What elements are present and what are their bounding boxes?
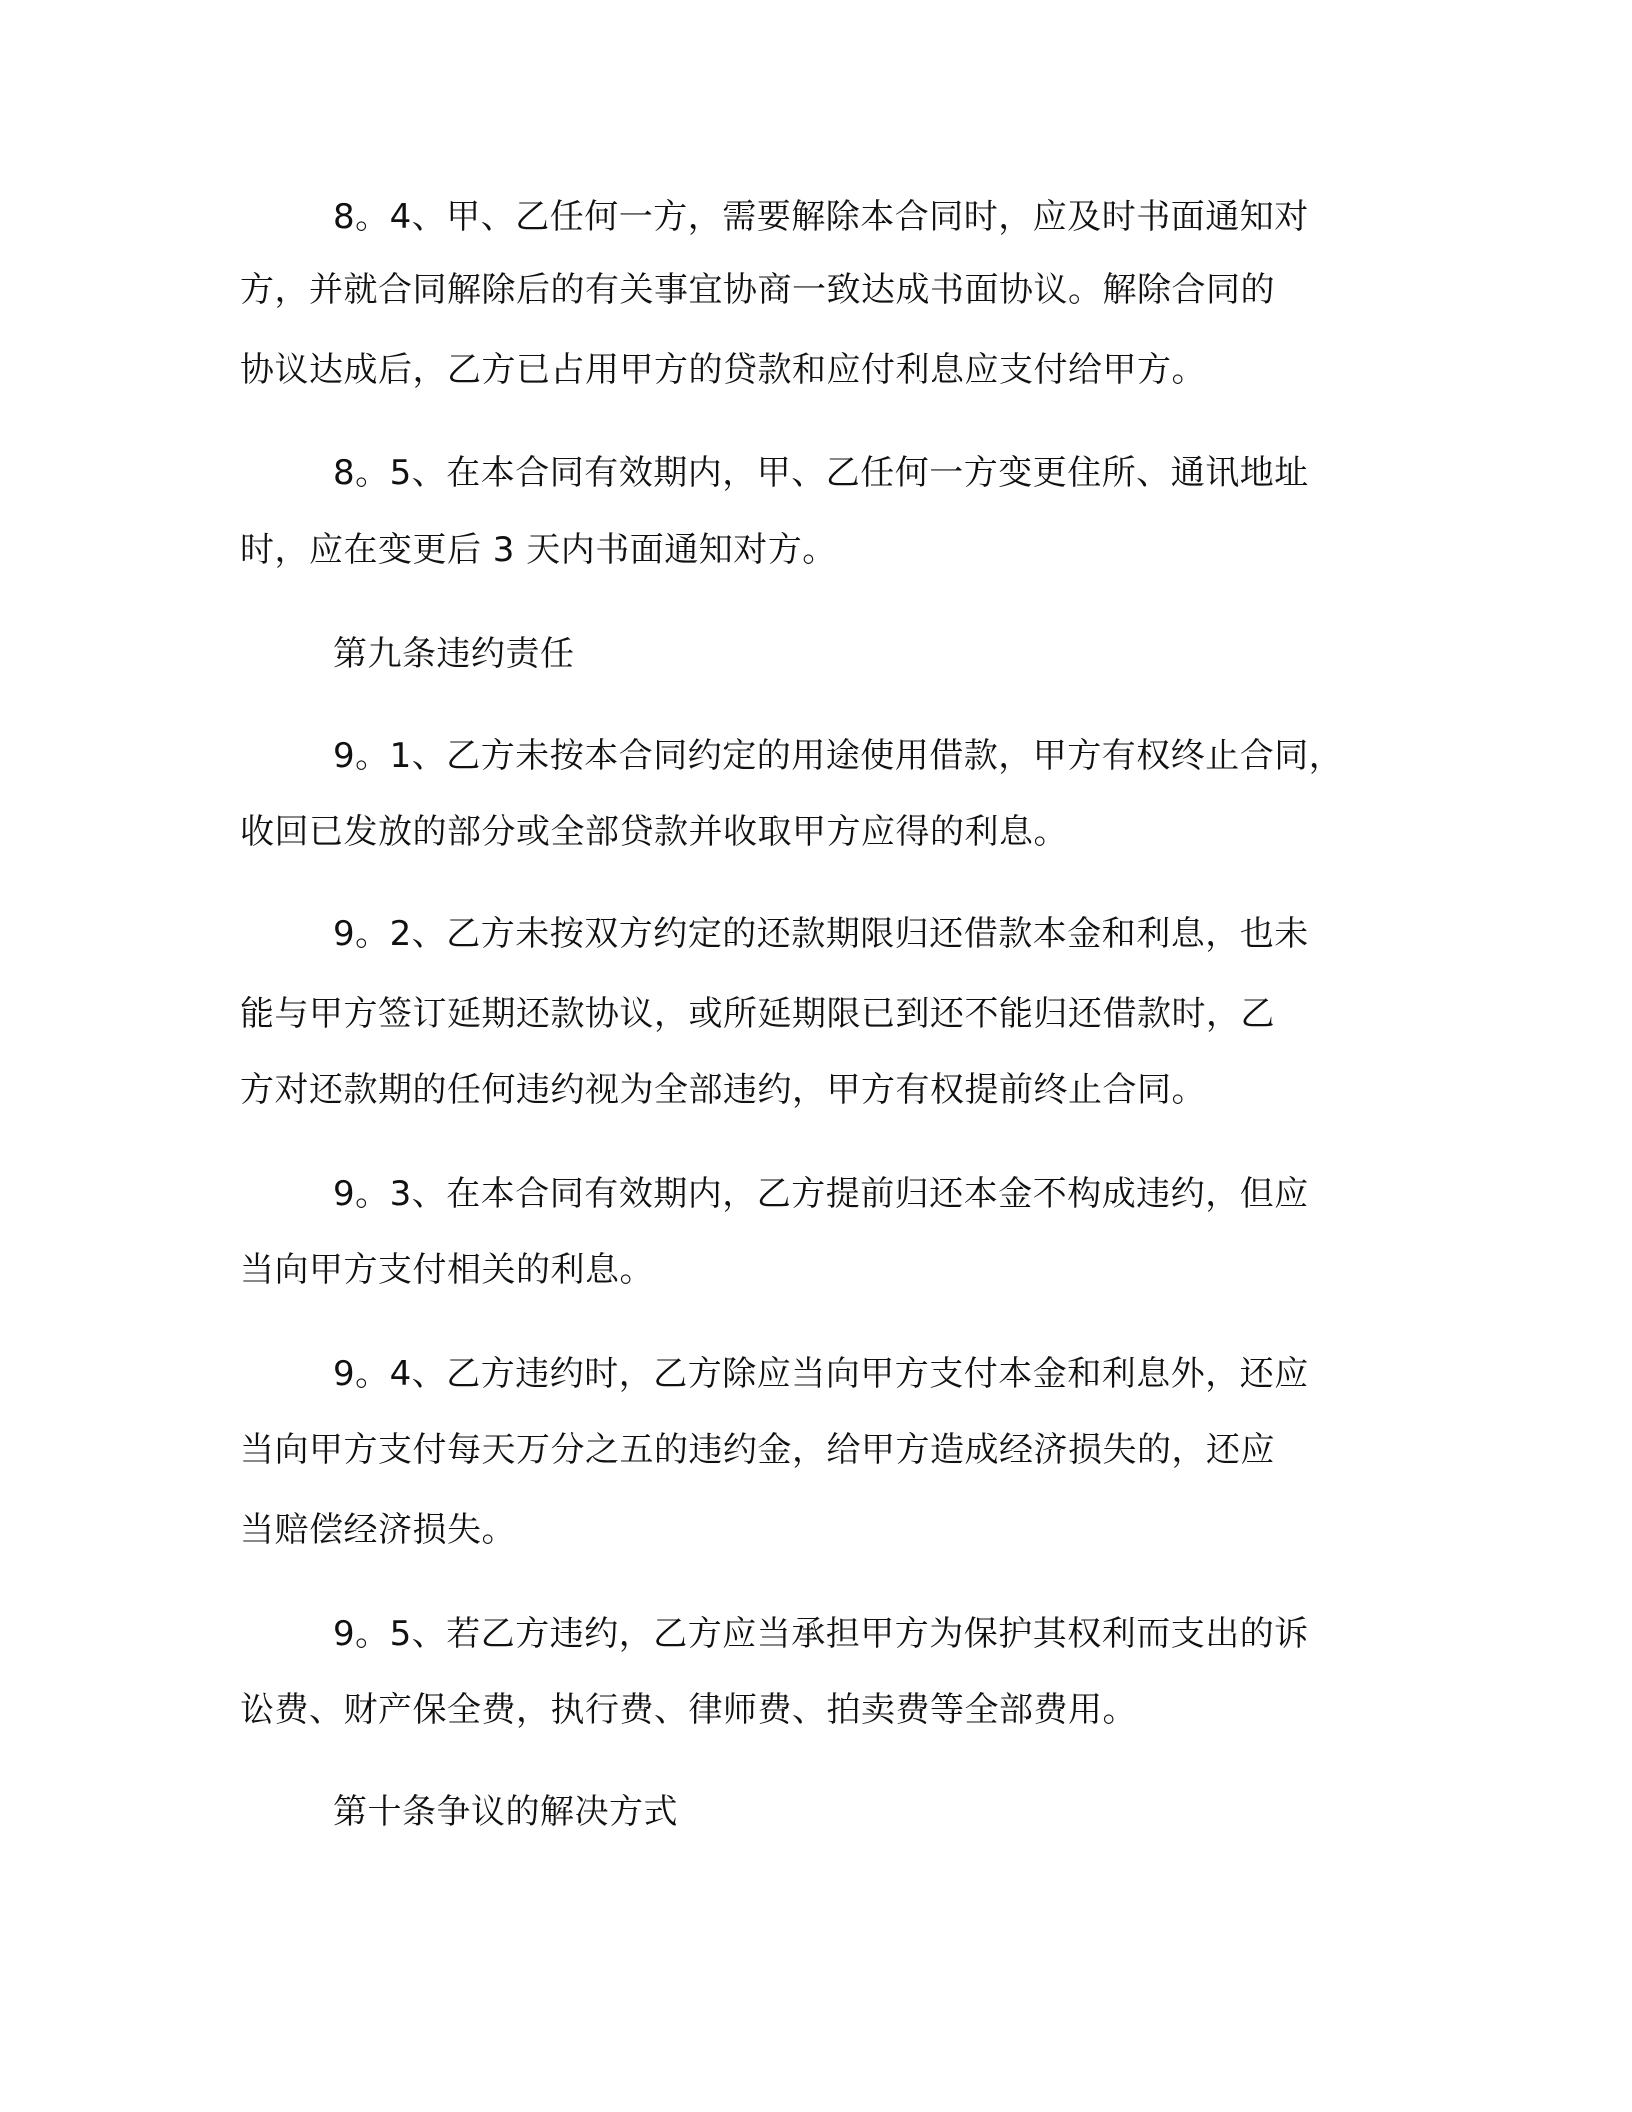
clause-9-1-line-1: 9。1、乙方未按本合同约定的用途使用借款，甲方有权终止合同， <box>333 736 1344 776</box>
clause-9-4-line-2: 当向甲方支付每天万分之五的违约金，给甲方造成经济损失的，还应 <box>240 1430 1275 1470</box>
clause-8-4-line-2: 方，并就合同解除后的有关事宜协商一致达成书面协议。解除合同的 <box>240 270 1275 310</box>
clause-9-2-line-3: 方对还款期的任何违约视为全部违约，甲方有权提前终止合同。 <box>240 1070 1206 1110</box>
clause-8-4-line-3: 协议达成后，乙方已占用甲方的贷款和应付利息应支付给甲方。 <box>240 350 1206 390</box>
clause-9-4-line-3: 当赔偿经济损失。 <box>240 1510 516 1550</box>
clause-9-3-line-1: 9。3、在本合同有效期内，乙方提前归还本金不构成违约，但应 <box>333 1174 1309 1214</box>
clause-8-4-line-1: 8。4、甲、乙任何一方，需要解除本合同时，应及时书面通知对 <box>333 197 1309 237</box>
clause-9-1-line-2: 收回已发放的部分或全部贷款并收取甲方应得的利息。 <box>240 812 1068 852</box>
clause-8-5-line-2: 时，应在变更后 3 天内书面通知对方。 <box>240 530 837 570</box>
clause-9-3-line-2: 当向甲方支付相关的利息。 <box>240 1250 654 1290</box>
clause-9-5-line-2: 讼费、财产保全费，执行费、律师费、拍卖费等全部费用。 <box>240 1690 1137 1730</box>
clause-8-5-line-1: 8。5、在本合同有效期内，甲、乙任何一方变更住所、通讯地址 <box>333 453 1309 493</box>
article-10-heading: 第十条争议的解决方式 <box>333 1792 678 1832</box>
article-9-heading: 第九条违约责任 <box>333 634 575 674</box>
clause-9-2-line-2: 能与甲方签订延期还款协议，或所延期限已到还不能归还借款时，乙 <box>240 994 1275 1034</box>
clause-9-2-line-1: 9。2、乙方未按双方约定的还款期限归还借款本金和利息，也未 <box>333 914 1309 954</box>
clause-9-5-line-1: 9。5、若乙方违约，乙方应当承担甲方为保护其权利而支出的诉 <box>333 1614 1309 1654</box>
clause-9-4-line-1: 9。4、乙方违约时，乙方除应当向甲方支付本金和利息外，还应 <box>333 1354 1309 1394</box>
